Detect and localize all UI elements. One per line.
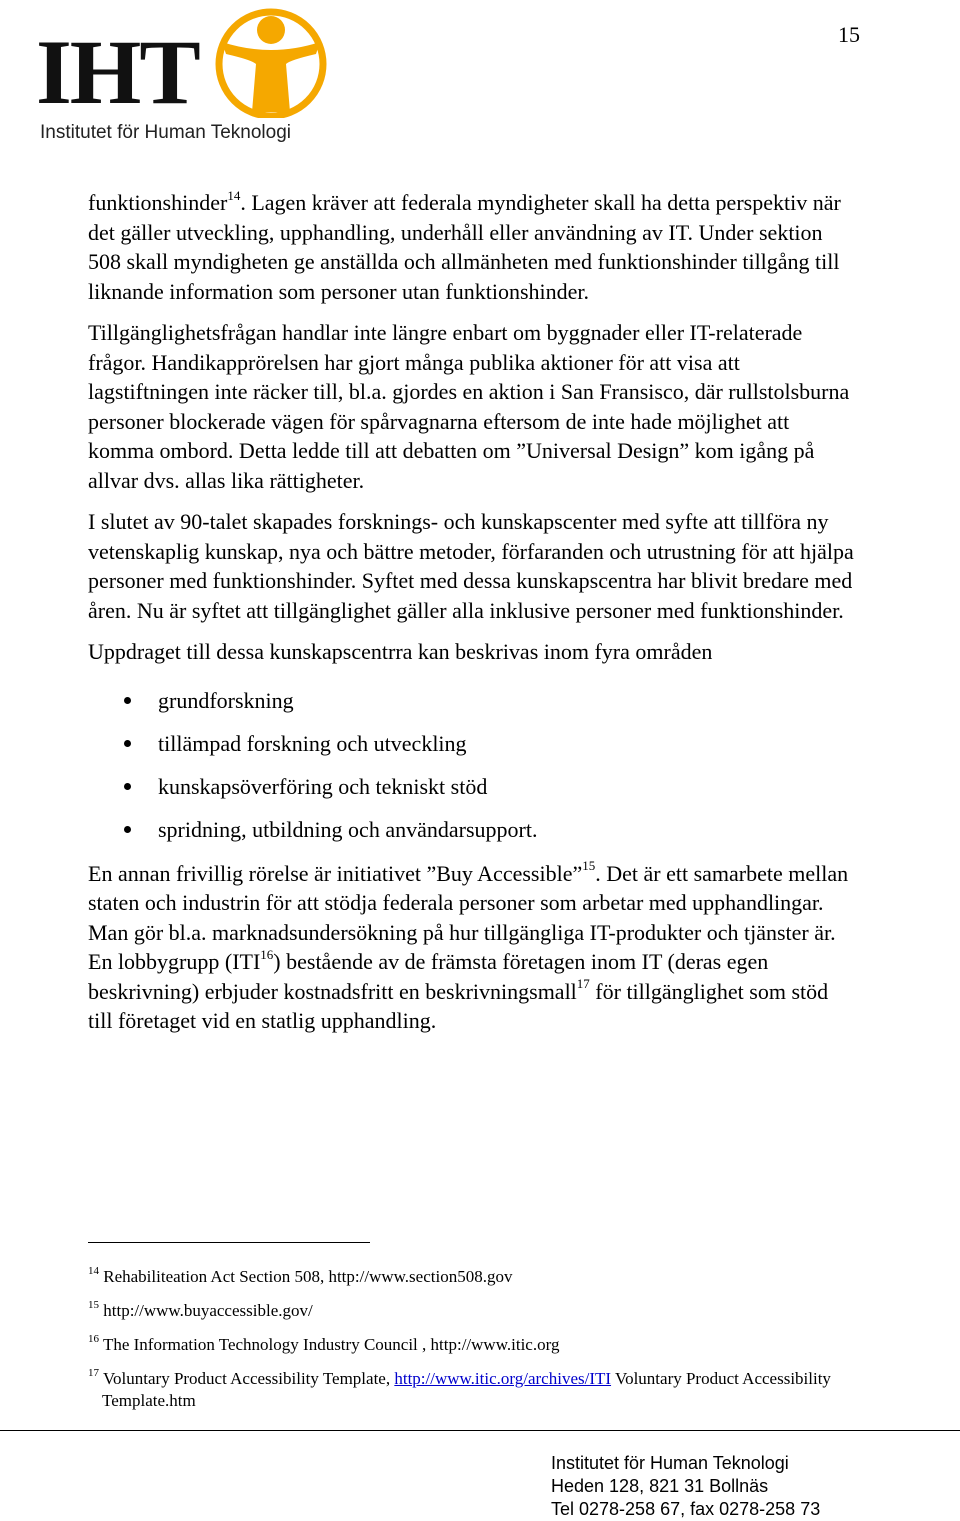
footnote-ref-14: 14 xyxy=(227,187,241,203)
footer-phone: Tel 0278-258 67, fax 0278-258 73 xyxy=(551,1499,821,1519)
paragraph-2: Tillgänglighetsfrågan handlar inte längre enbart om byggnader eller IT-relaterade frågor. Handikapprörelsen har gjort många publika aktioner för att visa att lagstiftningen inte räcker till, bl.a. gjordes en aktion i San Fransisco, där rullstolsburna personer blockerade vägen för spårvagnarna eftersom de inte hade möjlighet att komma ombord. Detta ledde till att debatten om ”Universal Design” kom igång på allvar dvs. allas lika rättigheter. xyxy=(88,320,850,493)
list-item: tillämpad forskning och utveckling xyxy=(88,722,858,765)
list-item: spridning, utbildning och användarsupport. xyxy=(88,808,858,851)
footnote-ref-16: 16 xyxy=(260,946,274,962)
list-item: kunskapsöverföring och tekniskt stöd xyxy=(88,765,858,808)
logo-tagline: Institutet för Human Teknologi xyxy=(40,122,292,143)
paragraph-5: En annan frivillig rörelse är initiativet ”Buy Accessible”$^{15}$. Det är ett samarbete mellan staten och industrin för att stödja federala personer som arbetar med upphandlingar. Man gör bl.a. marknadsundersökning på hur tillgängliga IT-produkter och tjänster är. En lobbygrupp (ITI$^{16}$) bestående av de främsta företagen inom IT (deras egen beskrivning) erbjuder kostnadsfritt en beskrivningsmall$^{17}$ för tillgänglighet som stöd till företaget vid en statlig upphandling. xyxy=(88,858,849,1033)
paragraph-4: Uppdraget till dessa kunskapscentrra kan beskrivas inom fyra områden xyxy=(88,639,713,664)
footer-org: Institutet för Human Teknologi xyxy=(551,1453,789,1473)
iht-logo xyxy=(36,4,336,146)
footer-address: Heden 128, 821 31 Bollnäs xyxy=(551,1476,769,1496)
paragraph-3: I slutet av 90-talet skapades forsknings- och kunskapscenter med syfte att tillföra ny vetenskaplig kunskap, nya och bättre metoder, förfaranden och utrustning för att hjälpa personer med funktionshinder. Syftet med dessa kunskapscentra har blivit bredare med åren. Nu är syftet att tillgänglighet gäller alla inklusive personer med funktionshinder. xyxy=(88,509,854,623)
list-item: grundforskning xyxy=(88,679,858,722)
footer-divider xyxy=(0,1430,960,1431)
footer xyxy=(551,1452,820,1521)
footnote-15: $^{15}$ http://www.buyaccessible.gov/ xyxy=(88,1299,313,1320)
footnotes xyxy=(88,1266,868,1424)
footnote-16: $^{16}$ The Information Technology Industry Council , http://www.itic.org xyxy=(88,1333,560,1354)
footnote-divider xyxy=(88,1242,370,1243)
bullet-list xyxy=(88,679,858,851)
footnote-17: $^{17}$ Voluntary Product Accessibility Template, http://www.itic.org/archives/ITI Voluntary Product Accessibility Template.htm xyxy=(88,1367,831,1410)
paragraph-1: funktionshinder$^{14}$. Lagen kräver att federala myndigheter skall ha detta perspektiv när det gäller utveckling, upphandling, underhåll eller användning av IT. Under sektion 508 skall myndigheten ge anställda och allmänheten med funktionshinder tillgång till liknande information som personer utan funktionshinder. xyxy=(88,187,841,304)
footnote-ref-17: 17 xyxy=(576,976,590,992)
footnote-ref-15: 15 xyxy=(582,858,596,874)
page-number: 15 xyxy=(838,22,860,47)
person-figure-icon xyxy=(208,6,334,118)
body-text xyxy=(88,188,858,1048)
itic-archive-link[interactable]: http://www.itic.org/archives/ITI xyxy=(394,1369,612,1388)
footnote-14: $^{14}$ Rehabiliteation Act Section 508, http://www.section508.gov xyxy=(88,1265,513,1286)
logo-letters: IHT xyxy=(36,21,199,123)
